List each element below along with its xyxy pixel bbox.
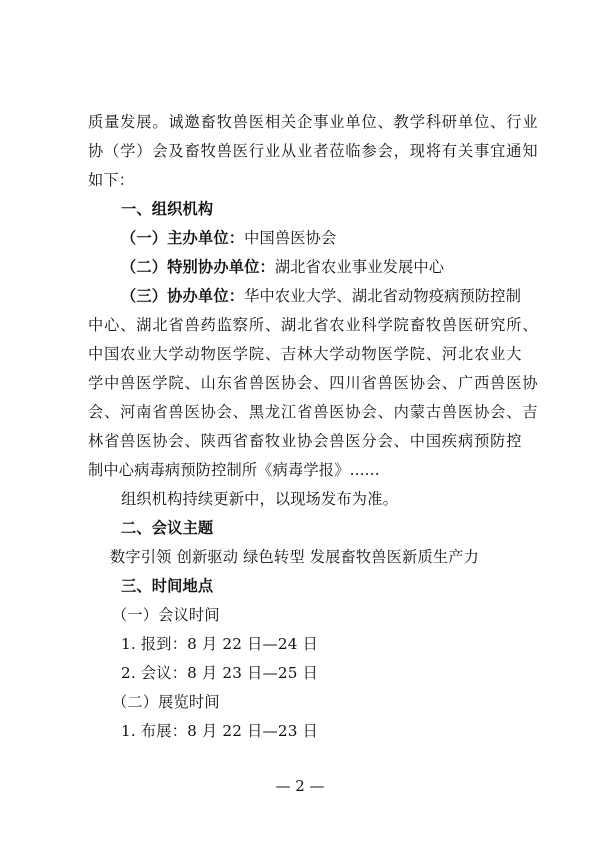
conference-theme: 数字引领 创新驱动 绿色转型 发展畜牧兽医新质生产力 [110,548,479,566]
intro-line-3: 如下： [88,171,135,189]
intro-line-2: 协（学）会及畜牧兽医行业从业者莅临参会，现将有关事宜通知 [88,142,539,160]
special-coorganizer-row [121,257,551,277]
coorganizer-line: 制中心病毒病预防控制所《病毒学报》...... [88,461,380,479]
organization-note: 组织机构持续更新中，以现场发布为准。 [121,490,398,508]
organizer-label: （一）主办单位： [121,229,245,247]
section-2-heading: 二、会议主题 [121,519,214,537]
meeting-item: 2. 会议：8 月 23 日—25 日 [121,664,319,682]
section-3-heading: 三、时间地点 [121,577,214,595]
page-number: — 2 — [275,777,325,795]
intro-line-1: 质量发展。诚邀畜牧兽医相关企事业单位、教学科研单位、行业 [88,113,539,131]
expo-item: 1. 布展：8 月 22 日—23 日 [121,722,319,740]
expo-time-heading: （二）展览时间 [112,693,220,711]
organizer-value: 中国兽医协会 [244,229,337,247]
section-1-heading: 一、组织机构 [121,200,214,218]
meeting-time-heading: （一）会议时间 [112,606,220,624]
coorganizer-line: 学中兽医学院、山东省兽医协会、四川省兽医协会、广西兽医协 [88,374,539,392]
coorganizer-line: 中国农业大学动物医学院、吉林大学动物医学院、河北农业大 [88,345,523,363]
coorganizer-line: 林省兽医协会、陕西省畜牧业协会兽医分会、中国疾病预防控 [88,432,523,450]
coorganizer-line: 中心、湖北省兽药监察所、湖北省农业科学院畜牧兽医研究所、 [88,316,539,334]
coorganizer-line: 会、河南省兽医协会、黑龙江省兽医协会、内蒙古兽医协会、吉 [88,403,539,421]
organizer-row [121,228,551,248]
special-coorganizer-label: （二）特别协办单位： [121,258,275,276]
special-coorganizer-value: 湖北省农业事业发展中心 [274,258,445,276]
meeting-item: 1. 报到：8 月 22 日—24 日 [121,635,319,653]
coorganizer-label: （三）协办单位： [121,287,245,305]
coorganizer-first: 华中农业大学、湖北省动物疫病预防控制 [244,287,522,305]
coorganizer-row [121,286,551,306]
